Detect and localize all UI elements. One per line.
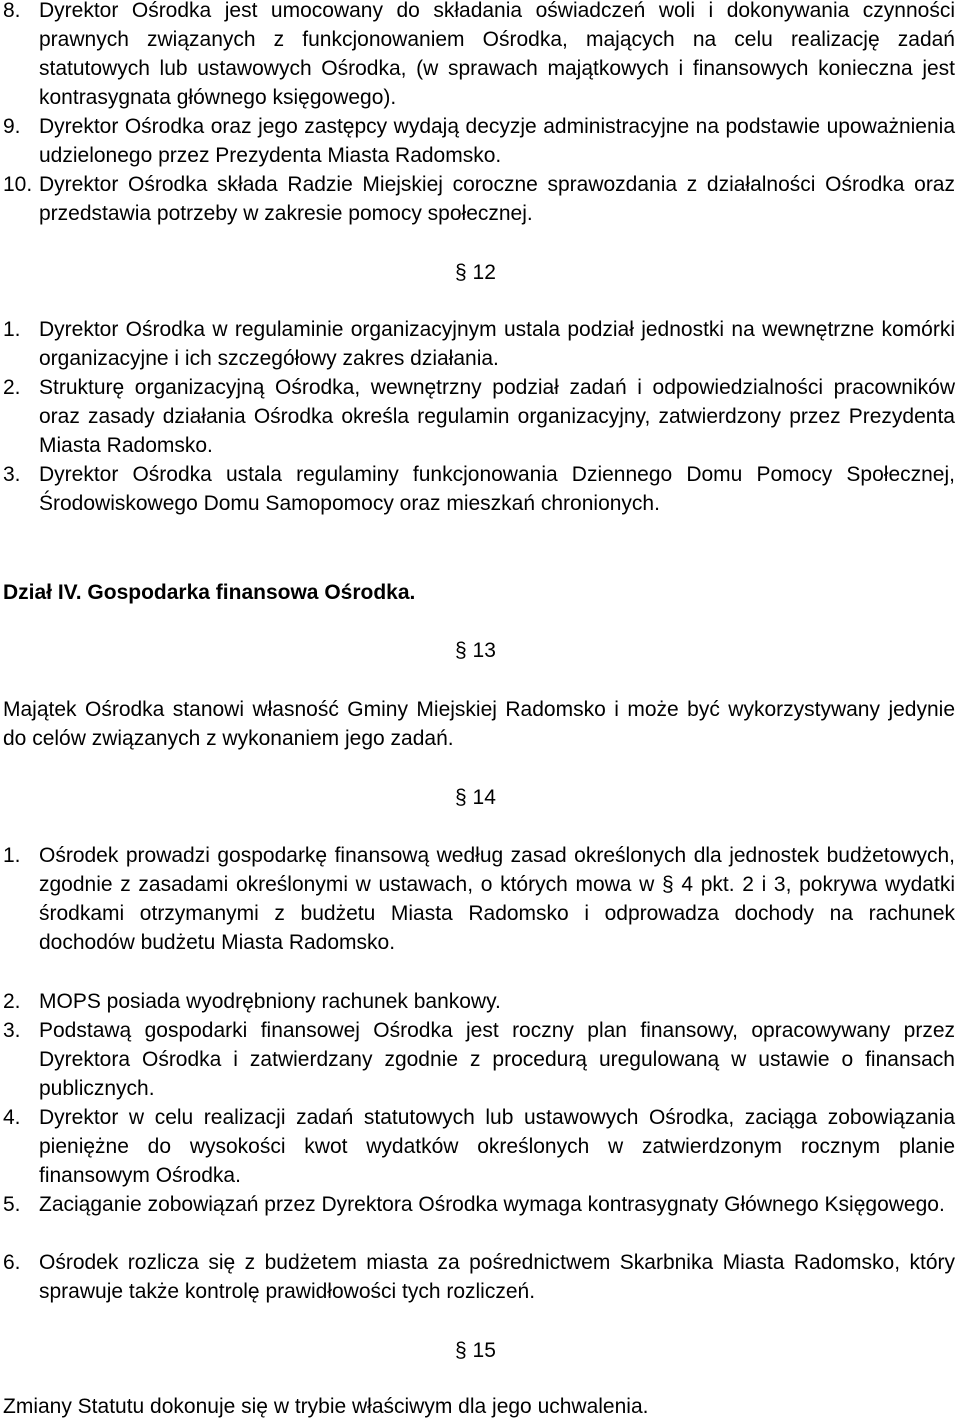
item-text: Ośrodek prowadzi gospodarkę finansową według zasad określonych dla jednostek budżetowych, zgodnie z zasadami określonymi w ustawach, o których mowa w § 4 pkt. 2 i 3, pokrywa wydatki środkami otrzymanymi z budżetu Miasta Radomsko i odprowadza dochody na rachunek dochodów budżetu Miasta Radomsko. bbox=[39, 844, 955, 954]
sec14-item-5 bbox=[3, 1190, 955, 1219]
item-number: 8. bbox=[3, 0, 21, 22]
sec12-item-1 bbox=[3, 315, 955, 373]
section-15-text: Zmiany Statutu dokonuje się w trybie właściwym dla jego uchwalenia. bbox=[3, 1395, 649, 1418]
section-15-title: § 15 bbox=[455, 1339, 496, 1362]
item-number: 3. bbox=[3, 1019, 21, 1042]
item-number: 9. bbox=[3, 115, 21, 138]
sec14-item-6 bbox=[3, 1248, 955, 1306]
item-text: Strukturę organizacyjną Ośrodka, wewnętrzny podział zadań i odpowiedzialności pracowników oraz zasady działania Ośrodka określa regulamin organizacyjny, zatwierdzony przez Prezydenta Miasta Radomsko. bbox=[39, 376, 955, 457]
item-text: Podstawą gospodarki finansowej Ośrodka jest roczny plan finansowy, opracowywany przez Dyrektora Ośrodka i zatwierdzany zgodnie z procedurą uregulowaną w ustawie o finansach publicznych. bbox=[39, 1019, 955, 1100]
chapter-heading: Dział IV. Gospodarka finansowa Ośrodka. bbox=[3, 581, 416, 604]
section-13-title: § 13 bbox=[455, 639, 496, 662]
item-number: 4. bbox=[3, 1106, 21, 1129]
section-13-text: Majątek Ośrodka stanowi własność Gminy Miejskiej Radomsko i może być wykorzystywany jedynie do celów związanych z wykonaniem jego zadań. bbox=[3, 698, 955, 750]
item-number: 5. bbox=[3, 1193, 21, 1216]
item-text: Zaciąganie zobowiązań przez Dyrektora Ośrodka wymaga kontrasygnaty Głównego Księgowego. bbox=[39, 1193, 945, 1216]
sec12-item-2 bbox=[3, 373, 955, 460]
item-number: 2. bbox=[3, 990, 21, 1013]
item-number: 1. bbox=[3, 318, 21, 341]
item-number: 1. bbox=[3, 844, 21, 867]
item-number: 6. bbox=[3, 1251, 21, 1274]
item-text: Dyrektor w celu realizacji zadań statutowych lub ustawowych Ośrodka, zaciąga zobowiązania pieniężne do wysokości kwot wydatków określonych w zatwierdzonym rocznym planie finansowym Ośrodka. bbox=[39, 1106, 955, 1187]
item-text: Dyrektor Ośrodka oraz jego zastępcy wydają decyzje administracyjne na podstawie upoważnienia udzielonego przez Prezydenta Miasta Radomsko. bbox=[39, 115, 955, 167]
item-number: 3. bbox=[3, 463, 21, 486]
section-12-title: § 12 bbox=[455, 261, 496, 284]
section-14-title: § 14 bbox=[455, 786, 496, 809]
list-item-10 bbox=[3, 170, 955, 228]
item-text: Dyrektor Ośrodka w regulaminie organizacyjnym ustala podział jednostki na wewnętrzne komórki organizacyjne i ich szczegółowy zakres działania. bbox=[39, 318, 955, 370]
item-text: MOPS posiada wyodrębniony rachunek bankowy. bbox=[39, 990, 501, 1013]
item-text: Dyrektor Ośrodka jest umocowany do składania oświadczeń woli i dokonywania czynności prawnych związanych z funkcjonowaniem Ośrodka, mających na celu realizację zadań statutowych lub ustawowych Ośrodka, (w sprawach majątkowych i finansowych konieczna jest kontrasygnata głównego księgowego). bbox=[39, 0, 955, 109]
item-text: Dyrektor Ośrodka składa Radzie Miejskiej coroczne sprawozdania z działalności Ośrodka oraz przedstawia potrzeby w zakresie pomocy społecznej. bbox=[39, 173, 955, 225]
item-text: Ośrodek rozlicza się z budżetem miasta za pośrednictwem Skarbnika Miasta Radomsko, który sprawuje także kontrolę prawidłowości tych rozliczeń. bbox=[39, 1251, 955, 1303]
item-number: 10. bbox=[3, 173, 33, 196]
item-number: 2. bbox=[3, 376, 21, 399]
sec14-item-1 bbox=[3, 841, 955, 957]
sec14-item-3 bbox=[3, 1016, 955, 1103]
sec12-item-3 bbox=[3, 460, 955, 518]
sec14-item-2 bbox=[3, 987, 955, 1016]
sec14-item-4 bbox=[3, 1103, 955, 1190]
list-item-9 bbox=[3, 112, 955, 170]
list-item-8 bbox=[3, 0, 955, 112]
item-text: Dyrektor Ośrodka ustala regulaminy funkcjonowania Dziennego Domu Pomocy Społecznej, Środowiskowego Domu Samopomocy oraz mieszkań chronionych. bbox=[39, 463, 955, 515]
